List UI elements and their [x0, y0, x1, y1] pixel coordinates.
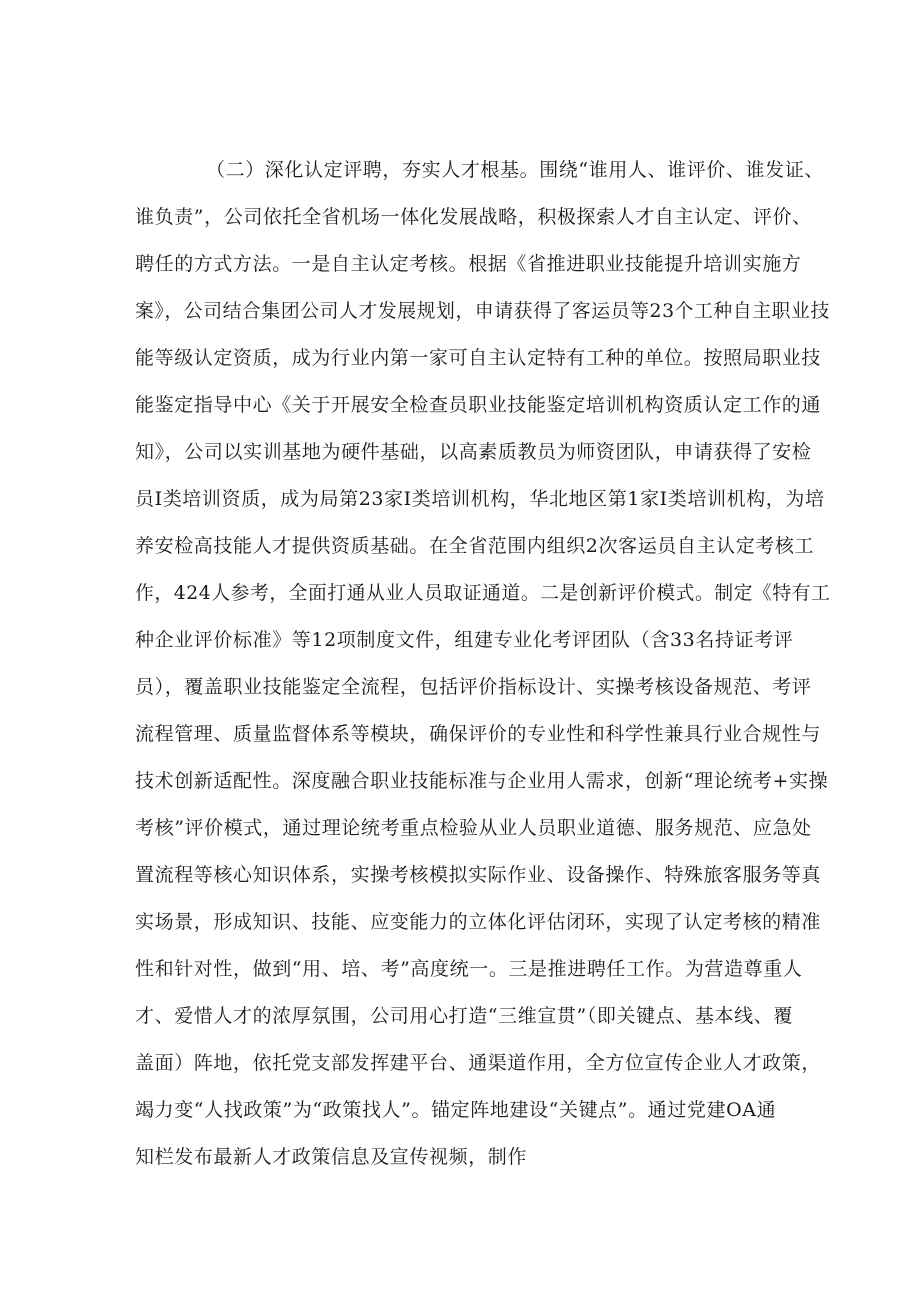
paragraph-line: 技术创新适配性。深度融合职业技能标准与企业用人需求，创新“理论统考+实操: [135, 770, 829, 792]
paragraph-line: 能鉴定指导中心《关于开展安全检查员职业技能鉴定培训机构资质认定工作的通: [135, 394, 822, 416]
paragraph-line: 实场景，形成知识、技能、应变能力的立体化评估闭环，实现了认定考核的精准: [135, 911, 822, 933]
paragraph-line: 养安检高技能人才提供资质基础。在全省范围内组织2次客运员自主认定考核工: [135, 535, 815, 557]
paragraph-line: 性和针对性，做到“用、培、考”高度统一。三是推进聘任工作。为营造尊重人: [135, 958, 803, 980]
paragraph-line: 盖面）阵地，依托党支部发挥建平台、通渠道作用，全方位宣传企业人才政策，: [135, 1052, 822, 1074]
paragraph-line: 流程管理、质量监督体系等模块，确保评价的专业性和科学性兼具行业合规性与: [135, 723, 822, 745]
paragraph-line: 才、爱惜人才的浓厚氛围，公司用心打造“三维宣贯”（即关键点、基本线、覆: [135, 1005, 793, 1027]
paragraph-line: 员I类培训资质，成为局第23家I类培训机构，华北地区第1家I类培训机构，为培: [135, 488, 825, 510]
paragraph-line: 案》，公司结合集团公司人才发展规划，申请获得了客运员等23个工种自主职业技: [135, 300, 830, 322]
paragraph-line: 竭力变“人找政策”为“政策找人”。锚定阵地建设“关键点”。通过党建OA通: [135, 1099, 777, 1121]
paragraph-line: 知栏发布最新人才政策信息及宣传视频，制作: [135, 1146, 528, 1168]
paragraph-line: （二）深化认定评聘，夯实人才根基。围绕“谁用人、谁评价、谁发证、: [206, 159, 824, 181]
paragraph-line: 谁负责”，公司依托全省机场一体化发展战略，积极探索人才自主认定、评价、: [135, 206, 812, 228]
paragraph-line: 员），覆盖职业技能鉴定全流程，包括评价指标设计、实操考核设备规范、考评: [135, 676, 812, 698]
paragraph-line: 种企业评价标准》等12项制度文件，组建专业化考评团队（含33名持证考评: [135, 629, 794, 651]
paragraph-line: 能等级认定资质，成为行业内第一家可自主认定特有工种的单位。按照局职业技: [135, 347, 822, 369]
paragraph-line: 作，424人参考，全面打通从业人员取证通道。二是创新评价模式。制定《特有工: [135, 582, 831, 604]
paragraph-line: 聘任的方式方法。一是自主认定考核。根据《省推进职业技能提升培训实施方: [135, 253, 802, 275]
paragraph-line: 知》，公司以实训基地为硬件基础，以高素质教员为师资团队，申请获得了安检: [135, 441, 812, 463]
paragraph-line: 置流程等核心知识体系，实操考核模拟实际作业、设备操作、特殊旅客服务等真: [135, 864, 822, 886]
paragraph-line: 考核”评价模式，通过理论统考重点检验从业人员职业道德、服务规范、应急处: [135, 817, 812, 839]
